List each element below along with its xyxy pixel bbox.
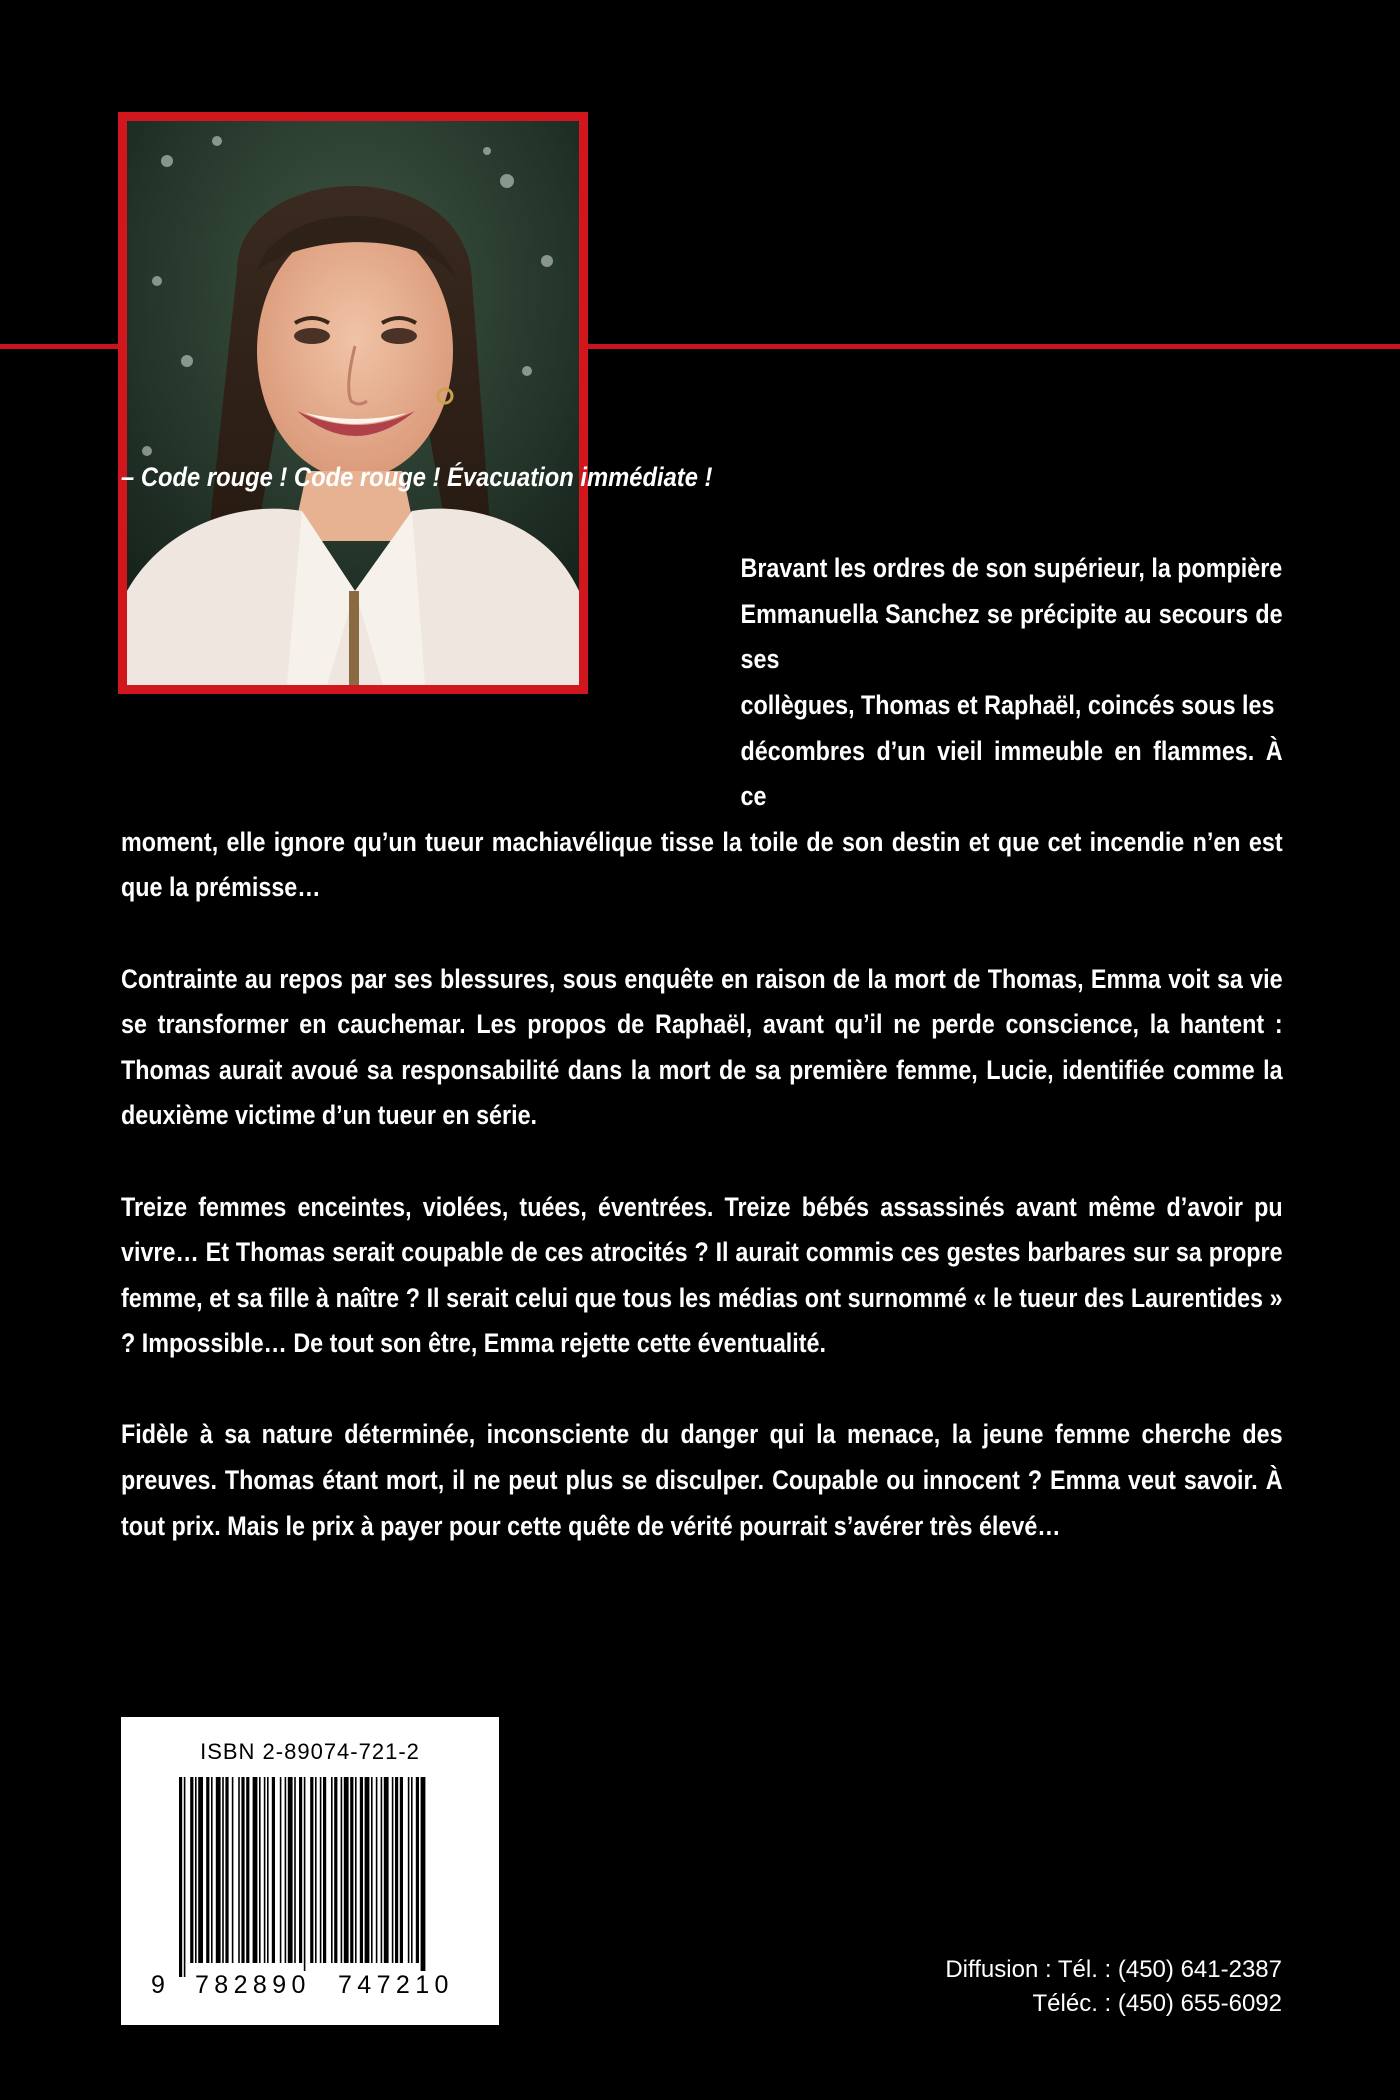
barcode-bar: [280, 1777, 282, 1963]
barcode-bar: [416, 1777, 419, 1963]
barcode-bar: [198, 1777, 203, 1963]
barcode-bar: [264, 1777, 266, 1963]
barcode-bar: [222, 1777, 224, 1963]
barcode-bar: [238, 1777, 240, 1963]
barcode-bars: [179, 1777, 441, 1977]
blurb-paragraph-2: Contrainte au repos par ses blessures, sous enquête en raison de la mort de Thomas, Emma voit sa vie se transformer en cauchemar. Les propos de Raphaël, avant qu’il ne perde conscience, la hantent : Thomas aurait avoué sa responsabilité dans la mort de sa première femme, Lucie, identifiée comme la deuxième victime d’un tueur en série.: [121, 963, 1283, 1131]
barcode-bar: [331, 1777, 333, 1963]
barcode-bar: [350, 1777, 353, 1963]
blurb-paragraph-4: Fidèle à sa nature déterminée, inconsciente du danger qui la menace, la jeune femme cherche des preuves. Thomas étant mort, il ne peut plus se disculper. Coupable ou innocent ? Emma veut savoir. À tout prix. Mais le prix à payer pour cette quête de vérité pourrait s’avérer très élevé…: [121, 1419, 1283, 1541]
barcode-bar: [408, 1777, 410, 1963]
barcode-bar: [384, 1777, 389, 1963]
barcode-bar: [288, 1777, 293, 1963]
barcode-digits-right: 747210: [338, 1971, 454, 1999]
barcode-bar: [267, 1777, 269, 1963]
barcode-bar: [304, 1777, 306, 1977]
barcode-bar: [206, 1777, 209, 1963]
barcode-digits-left: 782890: [195, 1971, 311, 1999]
barcode-bar: [323, 1777, 326, 1963]
barcode-bar: [421, 1777, 426, 1977]
barcode-bar: [365, 1777, 370, 1963]
barcode-bar: [341, 1777, 343, 1963]
barcode-bar: [371, 1777, 373, 1963]
barcode-bar: [299, 1777, 302, 1963]
barcode-bar: [315, 1777, 317, 1963]
blurb-paragraph-3: Treize femmes enceintes, violées, tuées, éventrées. Treize bébés assassinés avant même d’avoir pu vivre… Et Thomas serait coupable de ces atrocités ? Il aurait commis ces gestes barbares sur sa propre femme, et sa fille à naître ? Il serait celui que tous les médias ont surnommé « le tueur des Laurentides » ? Impossible… De tout son être, Emma rejette cette éventualité.: [121, 1191, 1283, 1359]
barcode-bar: [195, 1777, 197, 1963]
barcode-bar: [179, 1777, 182, 1977]
barcode-bar: [320, 1777, 322, 1963]
barcode-bar: [259, 1777, 261, 1963]
barcode-bar: [392, 1777, 394, 1963]
barcode-bar: [184, 1777, 186, 1977]
barcode-bar: [294, 1777, 296, 1963]
blurb-p1-rest: moment, elle ignore qu’un tueur machiavélique tisse la toile de son destin et que cet incendie n’en est que la prémisse…: [121, 826, 1283, 903]
barcode-bar: [310, 1777, 313, 1963]
barcode-bar: [344, 1777, 349, 1963]
barcode-bar: [334, 1777, 337, 1963]
barcode-bar: [225, 1777, 228, 1963]
barcode-bar: [272, 1777, 275, 1963]
barcode-bar: [211, 1777, 213, 1963]
diffusion-phone: Diffusion : Tél. : (450) 641-2387: [945, 1956, 1282, 1983]
barcode-bar: [376, 1777, 378, 1963]
telec-fax: Téléc. : (450) 655-6092: [1032, 1990, 1282, 2017]
barcode-bar: [246, 1777, 249, 1963]
barcode-bar: [400, 1777, 403, 1963]
distribution-contact: [945, 1953, 1282, 2021]
barcode-bar: [241, 1777, 244, 1963]
barcode-bar: [395, 1777, 398, 1963]
blurb-p1-line-2: Emmanuella Sanchez se précipite au secours de ses: [740, 598, 1283, 675]
barcode-bar: [232, 1777, 234, 1963]
blurb-p1-line-1: Bravant les ordres de son supérieur, la pompière: [740, 553, 1283, 584]
barcode-digit-first: 9: [151, 1971, 165, 1999]
barcode-bar: [360, 1777, 363, 1963]
isbn-barcode: [121, 1717, 499, 2025]
barcode-bar: [190, 1777, 193, 1963]
back-cover-blurb: [121, 455, 1283, 1549]
barcode-bar: [411, 1777, 413, 1963]
barcode-bar: [355, 1777, 357, 1963]
barcode-bar: [216, 1777, 221, 1963]
blurb-p1-line-4: décombres d’un vieil immeuble en flammes. À ce: [740, 735, 1283, 812]
blurb-quote: – Code rouge ! Code rouge ! Évacuation immédiate !: [121, 462, 713, 492]
isbn-label: ISBN 2-89074-721-2: [200, 1739, 420, 1764]
barcode-bar: [285, 1777, 287, 1963]
barcode-bar: [253, 1777, 258, 1963]
barcode-bar: [381, 1777, 383, 1963]
blurb-p1-line-3: collègues, Thomas et Raphaël, coincés sous les: [740, 689, 1275, 720]
blurb-paragraph-1: [121, 546, 1283, 911]
